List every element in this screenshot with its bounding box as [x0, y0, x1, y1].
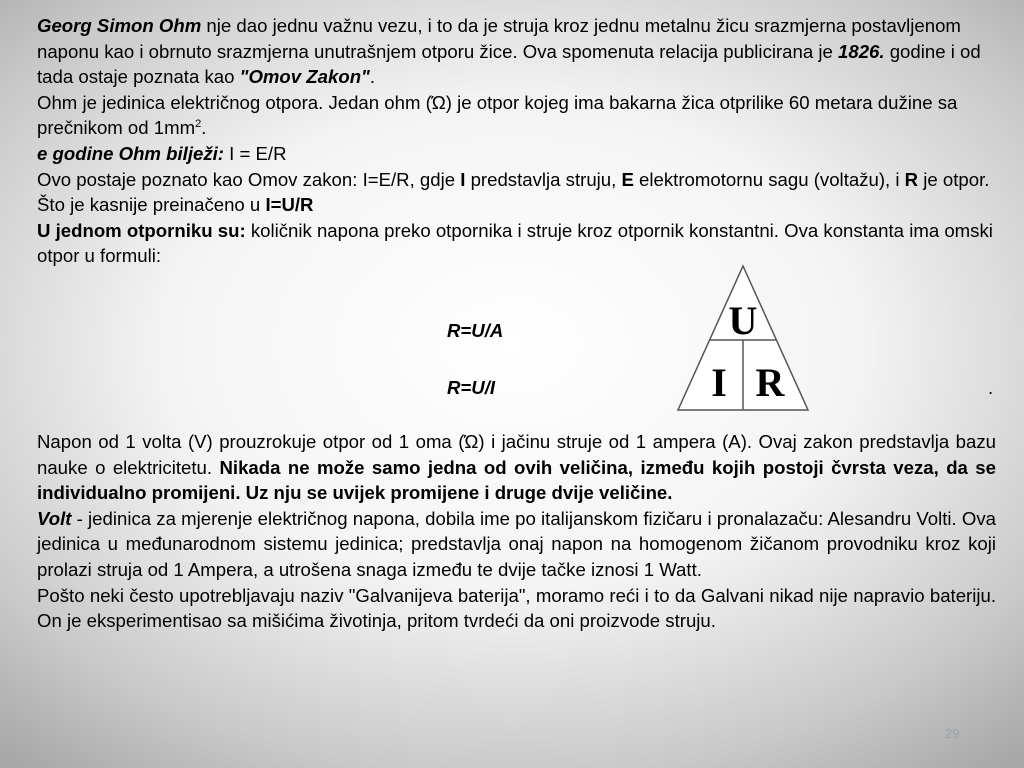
law-text-d: je otpor. Što je kasnije preinačeno u	[37, 168, 990, 216]
ohm-notes-label: e godine Ohm bilježi:	[37, 142, 224, 164]
symbol-i: I	[460, 168, 466, 190]
ohm-triangle-diagram	[676, 264, 810, 412]
formula-r-ui: R=U/I	[447, 377, 496, 398]
ohm-notes-formula: I = E/R	[223, 142, 287, 164]
ohm-name: Georg Simon Ohm	[37, 15, 202, 36]
symbol-e: E	[621, 168, 634, 190]
triangle-i: I	[711, 360, 727, 405]
page-number: 29	[945, 726, 960, 741]
trailing-dot: .	[988, 377, 994, 398]
law-text-c: elektromotornu sagu (voltažu), i	[633, 168, 905, 190]
resistor-text: količnik napona preko otpornika i struje kroz otpornik konstantni. Ova konstanta ima omski otpor u formuli:	[37, 219, 993, 267]
final-formula: I=U/R	[265, 194, 314, 216]
volt-term: Volt	[37, 507, 72, 529]
paragraph-ohm-intro	[37, 13, 996, 269]
squared-superscript: 2	[195, 118, 202, 131]
galvani-note: Pošto neki često upotrebljavaju naziv "Galvanijeva baterija", moramo reći i to da Galvani nikad nije napravio bateriju. On je eksperimentisao sa mišićima životinja, pritom tvrdeći da oni proizvode struju.	[37, 584, 996, 632]
formula-r-ua: R=U/A	[447, 320, 504, 341]
triangle-u: U	[728, 298, 758, 343]
bold-statement: Nikada ne može samo jedna od ovih veličina, između kojih postoji čvrsta veza, da se individualno promijeni. Uz nju se uvijek promijene i druge dvije veličine.	[37, 456, 996, 504]
law-text-b: predstavlja struju,	[465, 168, 622, 190]
paragraph-volt-ohm-ampere	[37, 429, 996, 634]
ohm-law-name: "Omov Zakon"	[239, 66, 370, 88]
unit-period: .	[201, 117, 207, 139]
law-text-a: Ovo postaje poznato kao Omov zakon: I=E/R, gdje	[37, 168, 461, 190]
base-law-text: Napon od 1 volta (V) prouzrokuje otpor od 1 oma (Ώ) i jačinu struje od 1 ampera (A). Ovaj zakon predstavlja bazu nauke o elektricitetu.	[37, 431, 996, 478]
intro-period: .	[369, 66, 376, 88]
intro-text-2: godine i od tada ostaje poznata kao	[37, 40, 981, 88]
year: 1826.	[838, 40, 885, 62]
symbol-r: R	[904, 168, 919, 190]
resistor-label: U jednom otporniku su:	[37, 219, 246, 241]
triangle-r: R	[755, 360, 785, 405]
ohm-unit-definition: Ohm je jedinica električnog otpora. Jedan ohm (Ώ) je otpor kojeg ima bakarna žica otprilike 60 metara dužine sa prečnikom od 1mm	[37, 91, 958, 139]
intro-text: nje dao jednu važnu vezu, i to da je struja kroz jednu metalnu žicu srazmjerna postavljenom naponu kao i obrnuto srazmjerna unutrašnjem otporu žice. Ova spomenuta relacija publicirana je	[37, 15, 961, 62]
volt-definition: - jedinica za mjerenje električnog napona, dobila ime po italijanskom fizičaru i pronalazaču: Alesandru Volti. Ova jedinica u međunarodnom sistemu jedinica; predstavlja onaj napon na homogenom žičanom provodniku kroz koji prolazi struja od 1 Ampera, a utrošena snaga između te dvije tačke iznosi 1 Watt.	[37, 507, 996, 580]
